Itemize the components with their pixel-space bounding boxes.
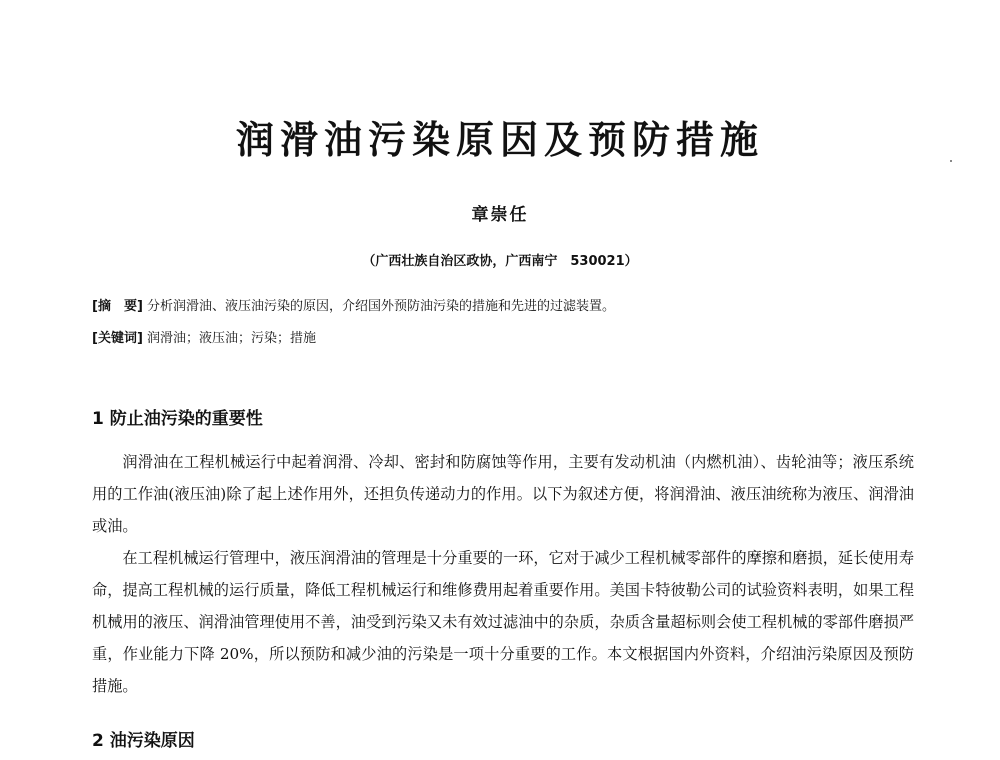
abstract-label: [摘 要] — [92, 299, 143, 314]
author-affiliation: （广西壮族自治区政协，广西南宁 530021） — [362, 254, 638, 269]
section-heading-2: 2 油污染原因 — [92, 731, 195, 751]
paper-title: 润滑油污染原因及预防措施 — [235, 118, 764, 162]
abstract — [92, 298, 932, 316]
keywords — [92, 330, 932, 348]
keywords-label: [关键词] — [92, 331, 143, 346]
scan-speck — [950, 160, 952, 162]
author-name: 章崇任 — [471, 205, 529, 225]
section-heading-1: 1 防止油污染的重要性 — [92, 409, 263, 429]
keywords-text: 润滑油；液压油；污染；措施 — [147, 331, 317, 346]
abstract-text: 分析润滑油、液压油污染的原因，介绍国外预防油污染的措施和先进的过滤装置。 — [147, 299, 616, 314]
section-1-paragraph-1: 润滑油在工程机械运行中起着润滑、冷却、密封和防腐蚀等作用，主要有发动机油（内燃机油）、齿轮油等；液压系统用的工作油(液压油)除了起上述作用外，还担负传递动力的作用。以下为叙述方便，将润滑油、液压油统称为液压、润滑油或油。 — [92, 453, 914, 535]
section-1-paragraph-2: 在工程机械运行管理中，液压润滑油的管理是十分重要的一环，它对于减少工程机械零部件的摩擦和磨损，延长使用寿命，提高工程机械的运行质量，降低工程机械运行和维修费用起着重要作用。美国卡特彼勒公司的试验资料表明，如果工程机械用的液压、润滑油管理使用不善，油受到污染又未有效过滤油中的杂质，杂质含量超标则会使工程机械的零部件磨损严重，作业能力下降 20%，所以预防和减少油的污染是一项十分重要的工作。本文根据国内外资料，介绍油污染原因及预防措施。 — [92, 549, 914, 695]
